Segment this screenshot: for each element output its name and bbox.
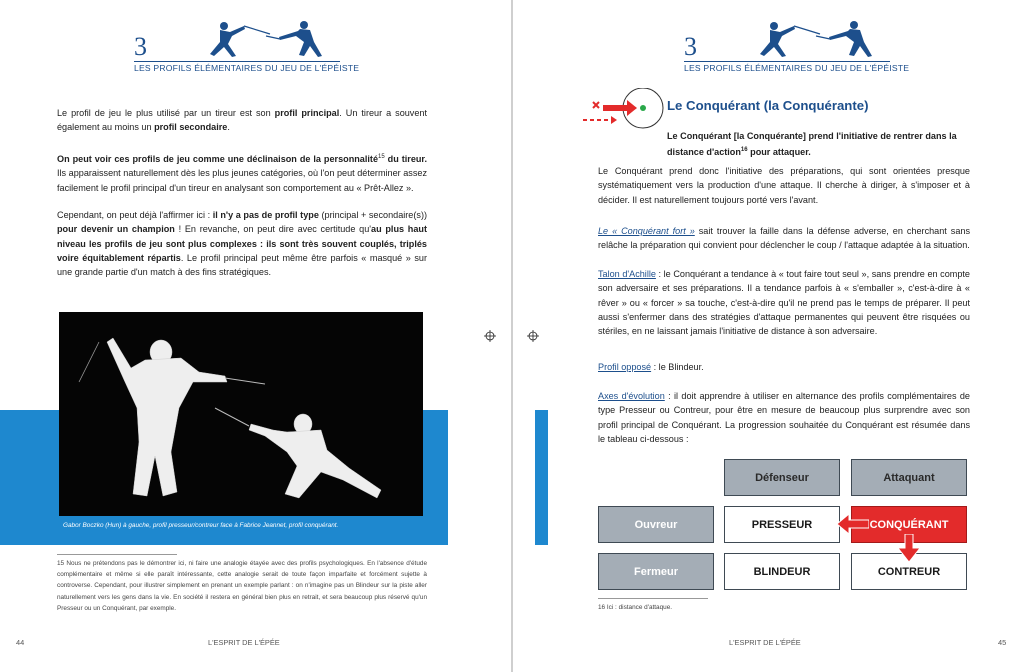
chapter-number: 3 xyxy=(134,32,147,61)
text-run: . Le profil principal peut même être parfois « masqué » sur une grande partie d'un match à des fins stratégiques. xyxy=(57,252,427,278)
left-paragraph-3 xyxy=(57,208,427,279)
left-paragraph-1 xyxy=(57,106,427,135)
text-run: profil secondaire xyxy=(154,122,228,133)
footnote-rule xyxy=(598,598,708,599)
text-run: . xyxy=(227,122,230,133)
text-run: profil principal xyxy=(274,108,340,118)
blue-band-edge xyxy=(535,410,548,545)
text-run: Le Conquérant prend donc l'initiative des préparations, qui sont orientées presque systématiquement vers la production d'une attaque. Il cherche à diriger, à s'imposer et à décider. Il est naturellement toujours porté vers l'avant. xyxy=(598,166,970,205)
text-run: : le Blindeur. xyxy=(651,362,704,372)
text-run: . Un tireur a souvent également au moins un xyxy=(57,108,427,133)
text-run: : le Conquérant a tendance à « tout faire tout seul », sans prendre en compte son adversaire et ses préparations. Il a tendance parfois à « s'emballer », c'est-à-dire à « rêver » ou « forcer » sa touche, c'est-à-dire qu'il ne prend pas le temps de préparer. Il peut aussi s'enfermer dans des stratégies d'attaque permanentes qui peuvent être risquées ou stériles, en ne laissant jamais l'initiative de distance à son adversaire. xyxy=(598,269,970,337)
row-header-ouvreur: Ouvreur xyxy=(598,506,714,543)
footnote-rule xyxy=(57,554,177,555)
chapter-subtitle: LES PROFILS ÉLÉMENTAIRES DU JEU DE L'ÉPÉISTE xyxy=(684,63,910,73)
conquerant-symbol-icon xyxy=(581,88,667,132)
left-page-number: 44 xyxy=(16,638,25,647)
right-paragraph-1 xyxy=(598,164,970,207)
text-run: On peut voir ces profils de jeu comme une déclinaison de la personnalité xyxy=(57,154,379,165)
text-run: au plus haut niveau les profils de jeu sont plus complexes : ils sont très souvent couplés, triplés voire équitablement répartis xyxy=(57,224,427,263)
section-title: Le Conquérant (la Conquérante) xyxy=(667,98,869,113)
right-page-number: 45 xyxy=(998,638,1007,647)
text-run: du tireur. xyxy=(384,154,427,165)
col-header-attaquant: Attaquant xyxy=(851,459,967,496)
photo-caption: Gabor Boczko (Hun) à gauche, profil presseur/contreur face à Fabrice Jeannet, profil conquérant. xyxy=(63,522,339,529)
registration-mark-icon xyxy=(527,330,539,342)
text-run: il n'y a pas de profil type xyxy=(212,210,319,220)
text-run: (principal + secondaire(s)) xyxy=(318,210,427,220)
text-run: 15 xyxy=(378,154,385,160)
cell-blindeur: BLINDEUR xyxy=(724,553,840,590)
row-header-fermeur: Fermeur xyxy=(598,553,714,590)
fencing-photo xyxy=(59,312,423,516)
text-run: Le profil de jeu le plus utilisé par un tireur est son xyxy=(57,108,275,118)
text-run: pour attaquer. xyxy=(747,146,811,157)
header-rule xyxy=(134,61,340,62)
section-label: Talon d'Achille xyxy=(598,269,656,279)
left-page xyxy=(0,0,511,672)
header-rule xyxy=(684,61,890,62)
right-book-title: L'ESPRIT DE L'ÉPÉE xyxy=(729,638,801,647)
text-run: Le Conquérant [la Conquérante] prend l'initiative de rentrer dans la distance d'action xyxy=(667,131,957,157)
section-label: Axes d'évolution xyxy=(598,391,665,401)
chapter-number: 3 xyxy=(684,32,697,61)
fencers-logo-icon xyxy=(750,20,890,60)
cell-contreur: CONTREUR xyxy=(851,553,967,590)
fencers-photo-image xyxy=(59,312,423,516)
chapter-header xyxy=(684,20,924,72)
right-paragraph-2 xyxy=(598,224,970,253)
text-run: Ils apparaissent naturellement dès les plus jeunes catégories, où l'on peut déterminer assez facilement le profil principal d'un tireur en analysant son comportement au « Prêt-Allez ». xyxy=(57,168,427,193)
text-run: pour devenir un champion xyxy=(57,224,175,235)
section-label: Le « Conquérant fort » xyxy=(598,226,695,236)
section-lead xyxy=(667,130,967,159)
right-paragraph-3 xyxy=(598,267,970,338)
arrow-left-icon xyxy=(835,512,869,536)
fencers-logo-icon xyxy=(200,20,340,60)
text-run: ! En revanche, on peut dire avec certitude qu' xyxy=(174,224,372,235)
left-paragraph-2 xyxy=(57,150,427,195)
chapter-subtitle: LES PROFILS ÉLÉMENTAIRES DU JEU DE L'ÉPÉISTE xyxy=(134,63,360,73)
right-paragraph-4 xyxy=(598,360,970,374)
right-footnote: 16 Ici : distance d'attaque. xyxy=(598,604,673,611)
text-run: sait trouver la faille dans la défense adverse, en cherchant sans relâche la préparation qui convient pour déclencher le coup / l'attaque adaptée à la situation. xyxy=(598,226,970,251)
cell-presseur: PRESSEUR xyxy=(724,506,840,543)
text-run: 16 xyxy=(740,146,748,153)
section-label: Profil opposé xyxy=(598,362,652,372)
arrow-down-icon xyxy=(896,534,922,564)
registration-mark-icon xyxy=(484,330,496,342)
right-paragraph-5 xyxy=(598,389,970,446)
text-run: : il doit apprendre à utiliser en alternance des profils complémentaires de type Presseur ou Contreur, pour être en mesure de beaucoup plus surprendre avec son profil principal de Conquérant. La progression souhaitée du Conquérant est résumée dans le tableau ci-dessous : xyxy=(598,391,970,444)
right-page xyxy=(513,0,1024,672)
cell-conquerant: CONQUÉRANT xyxy=(851,506,967,543)
left-footnote: 15 Nous ne prétendons pas le démontrer ici, ni faire une analogie étayée avec des profils psychologiques. En l'absence d'étude complémentaire et même si elle paraît intéressante, cette analogie serait de toute façon imparfaite et forcément sujette à controverse. Cependant, pour illustrer simplement en prenant un exemple parlant : on n'imagine pas un Blindeur sur la piste aller naturellement vers les gens dans la vie. En société il restera en général bien plus en retrait, et sera beaucoup plus réservé qu'un Presseur ou un Conquérant, par exemple. xyxy=(57,560,427,612)
chapter-header xyxy=(134,20,374,72)
left-book-title: L'ESPRIT DE L'ÉPÉE xyxy=(208,638,280,647)
col-header-defenseur: Défenseur xyxy=(724,459,840,496)
text-run: Cependant, on peut déjà l'affirmer ici : xyxy=(57,210,213,220)
